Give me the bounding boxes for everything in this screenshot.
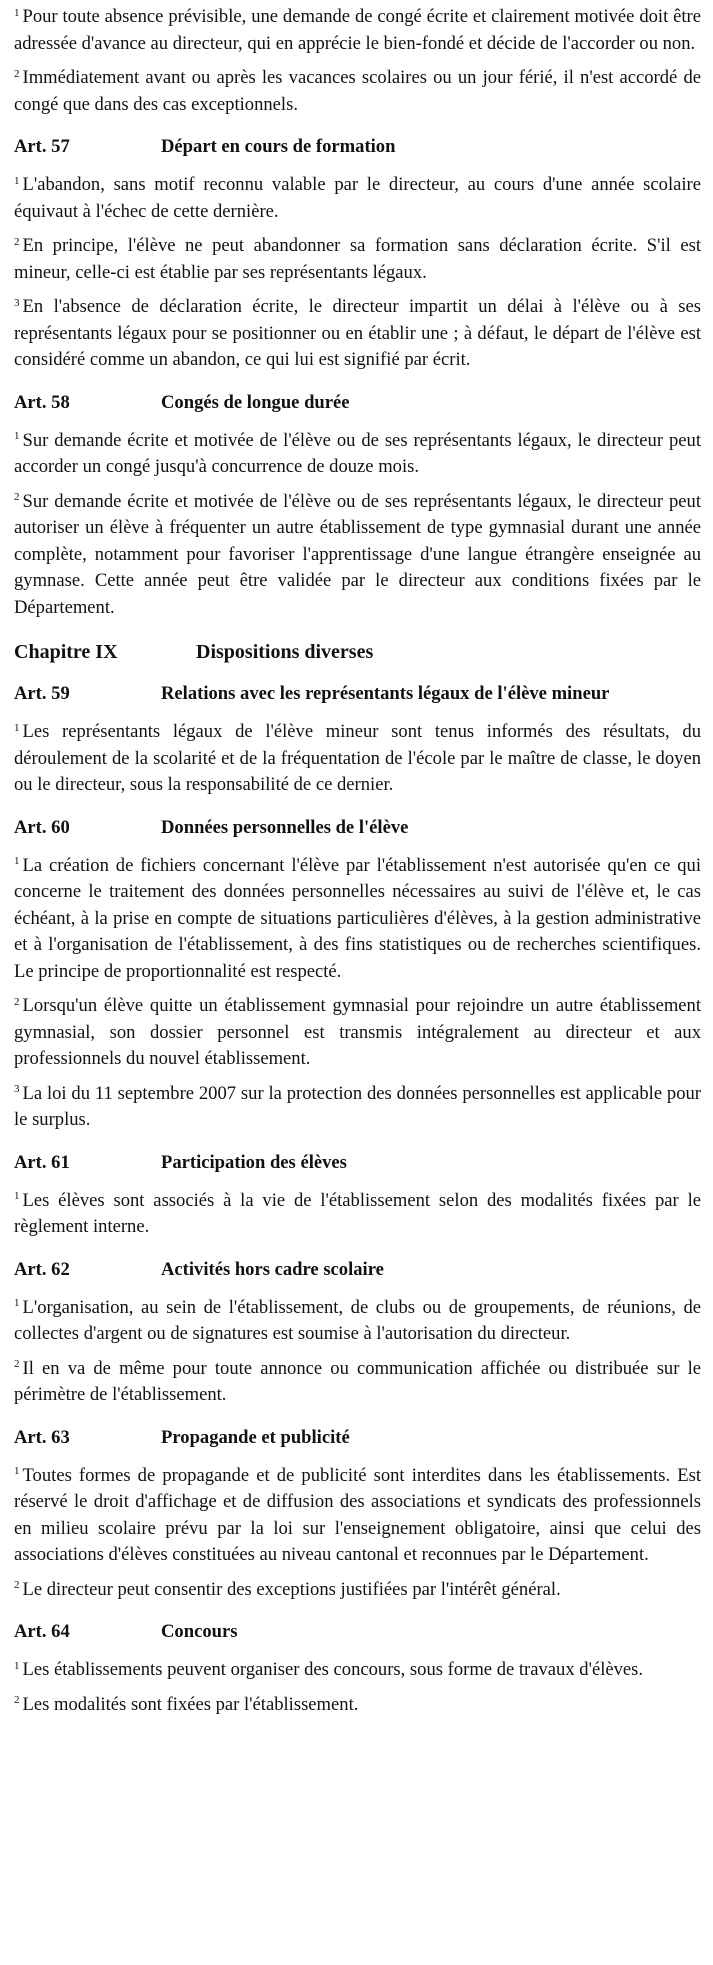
paragraph-text: Immédiatement avant ou après les vacances scolaires ou un jour férié, il n'est accordé de congé que dans des cas exceptionnels. — [14, 67, 701, 115]
chapter-title: Dispositions diverses — [196, 641, 374, 663]
paragraph-number: 1 — [14, 430, 20, 443]
paragraph-number: 2 — [14, 995, 20, 1008]
article-title: Données personnelles de l'élève — [161, 816, 409, 838]
paragraph — [14, 294, 701, 374]
paragraph — [14, 719, 701, 799]
article-heading — [14, 390, 701, 416]
paragraph — [14, 1188, 701, 1241]
paragraph-text: Pour toute absence prévisible, une demande de congé écrite et clairement motivée doit être adressée d'avance au directeur, qui en apprécie le bien-fondé et décide de l'accorder ou non. — [14, 6, 701, 54]
paragraph-text: Toutes formes de propagande et de publicité sont interdites dans les établissements. Est réservé le droit d'affichage et de diffusion des associations et syndicats des professionnels en milieu scolaire prévu par la loi sur l'enseignement obligatoire, ainsi que celui des associations d'élèves constituées au niveau cantonal et reconnues par le Département. — [14, 1464, 701, 1565]
paragraph-number: 3 — [14, 1083, 20, 1096]
paragraph — [14, 428, 701, 481]
paragraph-text: La loi du 11 septembre 2007 sur la protection des données personnelles est applicable pour le surplus. — [14, 1082, 701, 1130]
paragraph — [14, 1692, 701, 1719]
article-heading — [14, 1619, 701, 1645]
article-heading — [14, 134, 701, 160]
article-title: Participation des élèves — [161, 1151, 347, 1173]
paragraph — [14, 489, 701, 622]
article-title: Concours — [161, 1621, 238, 1642]
paragraph-number: 1 — [14, 721, 20, 734]
paragraph-text: L'organisation, au sein de l'établissement, de clubs ou de groupements, de réunions, de collectes d'argent ou de signatures est soumise à l'autorisation du directeur. — [14, 1296, 701, 1344]
paragraph-text: Sur demande écrite et motivée de l'élève ou de ses représentants légaux, le directeur peut autoriser un élève à fréquenter un autre établissement de type gymnasial durant une année complète, notamment pour favoriser l'apprentissage d'une langue étrangère enseignée au gymnase. Cette année peut être validée par le directeur aux conditions fixées par le Département. — [14, 490, 701, 618]
paragraph-text: En l'absence de déclaration écrite, le directeur impartit un délai à l'élève ou à ses représentants légaux pour se positionner ou en établir une ; à défaut, le départ de l'élève est considéré comme un abandon, ce qui lui est signifié par écrit. — [14, 296, 701, 370]
paragraph-number: 2 — [14, 491, 20, 504]
paragraph-text: Les élèves sont associés à la vie de l'établissement selon des modalités fixées par le règlement interne. — [14, 1189, 701, 1237]
chapter-heading — [14, 639, 701, 665]
article-number: Art. 58 — [14, 391, 70, 413]
paragraph-number: 1 — [14, 855, 20, 868]
paragraph-number: 2 — [14, 1694, 20, 1707]
paragraph-text: La création de fichiers concernant l'élève par l'établissement n'est autorisée qu'en ce qui concerne le traitement des données personnelles nécessaires au suivi de l'élève et, le cas échéant, à la prise en compte de situations particulières d'élèves, à la gestion administrative et à l'organisation de l'établissement, à des fins statistiques ou de recherches scientifiques. Le principe de proportionnalité est respecté. — [14, 854, 701, 982]
article-title: Activités hors cadre scolaire — [161, 1258, 384, 1280]
article-number: Art. 59 — [14, 683, 70, 704]
article-title: Relations avec les représentants légaux de l'élève mineur — [161, 683, 610, 704]
article-heading — [14, 815, 701, 841]
paragraph-text: Le directeur peut consentir des exceptions justifiées par l'intérêt général. — [22, 1578, 561, 1600]
paragraph-text: Lorsqu'un élève quitte un établissement gymnasial pour rejoindre un autre établissement gymnasial, son dossier personnel est transmis intégralement au directeur et aux professionnels du nouvel établissement. — [14, 995, 701, 1069]
paragraph-number: 1 — [14, 1465, 20, 1478]
paragraph-text: L'abandon, sans motif reconnu valable par le directeur, au cours d'une année scolaire équivaut à l'échec de cette dernière. — [14, 174, 701, 222]
paragraph — [14, 1295, 701, 1348]
paragraph-number: 1 — [14, 1297, 20, 1310]
paragraph — [14, 1081, 701, 1134]
paragraph — [14, 65, 701, 118]
article-heading — [14, 1257, 701, 1283]
paragraph-text: Les modalités sont fixées par l'établissement. — [22, 1693, 359, 1715]
paragraph-number: 1 — [14, 1659, 20, 1672]
article-heading — [14, 1150, 701, 1176]
paragraph — [14, 853, 701, 986]
paragraph — [14, 1577, 701, 1604]
paragraph-text: En principe, l'élève ne peut abandonner sa formation sans déclaration écrite. S'il est mineur, celle-ci est établie par ses représentants légaux. — [14, 235, 701, 283]
paragraph-text: Les établissements peuvent organiser des concours, sous forme de travaux d'élèves. — [22, 1659, 644, 1680]
paragraph-text: Sur demande écrite et motivée de l'élève ou de ses représentants légaux, le directeur peut accorder un congé jusqu'à concurrence de douze mois. — [14, 429, 701, 477]
article-title: Départ en cours de formation — [161, 136, 396, 157]
article-number: Art. 62 — [14, 1258, 70, 1280]
paragraph — [14, 1657, 701, 1684]
paragraph-text: Il en va de même pour toute annonce ou communication affichée ou distribuée sur le périmètre de l'établissement. — [14, 1357, 701, 1405]
paragraph — [14, 1463, 701, 1569]
paragraph-number: 1 — [14, 174, 20, 187]
paragraph — [14, 172, 701, 225]
article-heading — [14, 681, 701, 707]
article-number: Art. 61 — [14, 1151, 70, 1173]
paragraph-number: 2 — [14, 1579, 20, 1592]
chapter-number: Chapitre IX — [14, 641, 118, 663]
article-title: Congés de longue durée — [161, 391, 350, 413]
paragraph — [14, 1356, 701, 1409]
paragraph-text: Les représentants légaux de l'élève mineur sont tenus informés des résultats, du déroulement de la scolarité et de la fréquentation de l'école par le maître de classe, le doyen ou le directeur, sous la responsabilité de ce dernier. — [14, 721, 701, 795]
paragraph-number: 1 — [14, 6, 20, 19]
paragraph-number: 3 — [14, 296, 20, 309]
paragraph-number: 2 — [14, 67, 20, 80]
paragraph — [14, 993, 701, 1073]
article-number: Art. 60 — [14, 816, 70, 838]
paragraph-number: 1 — [14, 1190, 20, 1203]
paragraph-number: 2 — [14, 235, 20, 248]
paragraph — [14, 233, 701, 286]
paragraph — [14, 4, 701, 57]
article-heading — [14, 1425, 701, 1451]
article-number: Art. 63 — [14, 1426, 70, 1448]
article-number: Art. 64 — [14, 1621, 70, 1642]
paragraph-number: 2 — [14, 1358, 20, 1371]
article-number: Art. 57 — [14, 136, 70, 157]
article-title: Propagande et publicité — [161, 1426, 350, 1448]
